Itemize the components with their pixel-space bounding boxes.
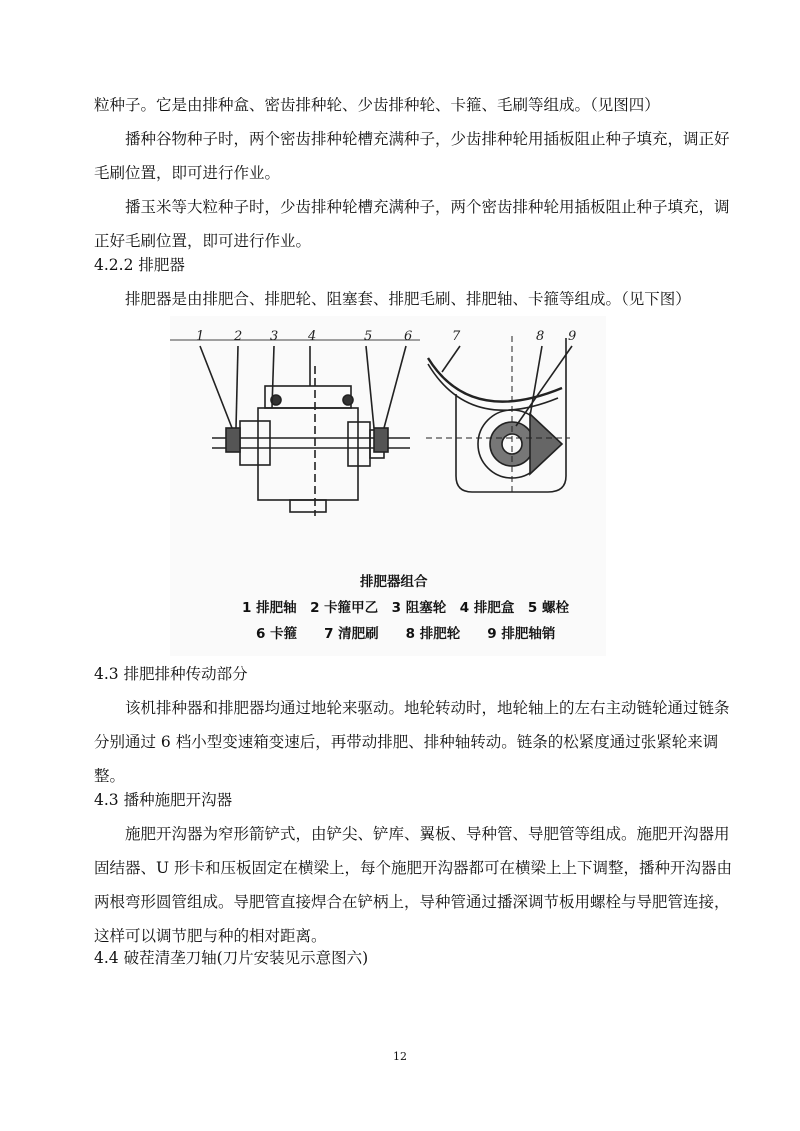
paragraph-drive-section: 该机排种器和排肥器均通过地轮来驱动。地轮转动时，地轮轴上的左右主动链轮通过链条分别通过 6 档小型变速箱变速后，再带动排肥、排种轴转动。链条的松紧度通过张紧轮来调整。	[94, 699, 730, 785]
callout-5: 5	[364, 329, 373, 344]
callout-4: 4	[308, 329, 317, 344]
callout-6: 6	[404, 329, 413, 344]
heading-stubble-shaft: 4.4 破茬清垄刀轴(刀片安装见示意图六)	[94, 949, 369, 967]
callout-7: 7	[452, 329, 461, 344]
page-number: 12	[393, 1050, 407, 1063]
figure-legend-row-1: 1 排肥轴 2 卡箍甲乙 3 阻塞轮 4 排肥盒 5 螺栓	[242, 600, 569, 616]
box-body	[258, 408, 358, 500]
paragraph-opener: 施肥开沟器为窄形箭铲式，由铲尖、铲库、翼板、导种管、导肥管等组成。施肥开沟器用固结器、U 形卡和压板固定在横梁上，每个施肥开沟器都可在横梁上上下调整，播种开沟器由两根弯形圆管组成。导肥管直接焊合在铲柄上，导种管通过播深调节板用螺栓与导肥管连接，这样可以调节肥与种的相对距离。	[94, 825, 732, 945]
callout-8: 8	[536, 329, 545, 344]
callout-9: 9	[568, 329, 577, 344]
figure-title: 排肥器组合	[360, 574, 428, 590]
callout-2: 2	[234, 329, 243, 344]
callout-3: 3	[270, 329, 279, 344]
figure-legend-row-2: 6 卡箍 7 清肥刷 8 排肥轮 9 排肥轴销	[256, 626, 556, 642]
paragraph-intro: 粒种子。它是由排种盒、密齿排种轮、少齿排种轮、卡箍、毛刷等组成。（见图四）	[94, 96, 660, 114]
fertilizer-distributor-figure	[170, 316, 606, 656]
paragraph-corn-seeding: 播玉米等大粒种子时，少齿排种轮槽充满种子，两个密齿排种轮用插板阻止种子填充，调正好毛刷位置，即可进行作业。	[94, 198, 730, 250]
paragraph-grain-seeding: 播种谷物种子时，两个密齿排种轮槽充满种子，少齿排种轮用插板阻止种子填充，调正好毛刷位置，即可进行作业。	[94, 130, 730, 182]
heading-fertilizer-distributor: 4.2.2 排肥器	[94, 256, 185, 274]
callout-1: 1	[196, 329, 205, 344]
heading-opener: 4.3 播种施肥开沟器	[94, 791, 233, 809]
paragraph-fertilizer-distributor: 排肥器是由排肥合、排肥轮、阻塞套、排肥毛刷、排肥轴、卡箍等组成。（见下图）	[125, 290, 691, 308]
heading-drive-section: 4.3 排肥排种传动部分	[94, 665, 248, 683]
